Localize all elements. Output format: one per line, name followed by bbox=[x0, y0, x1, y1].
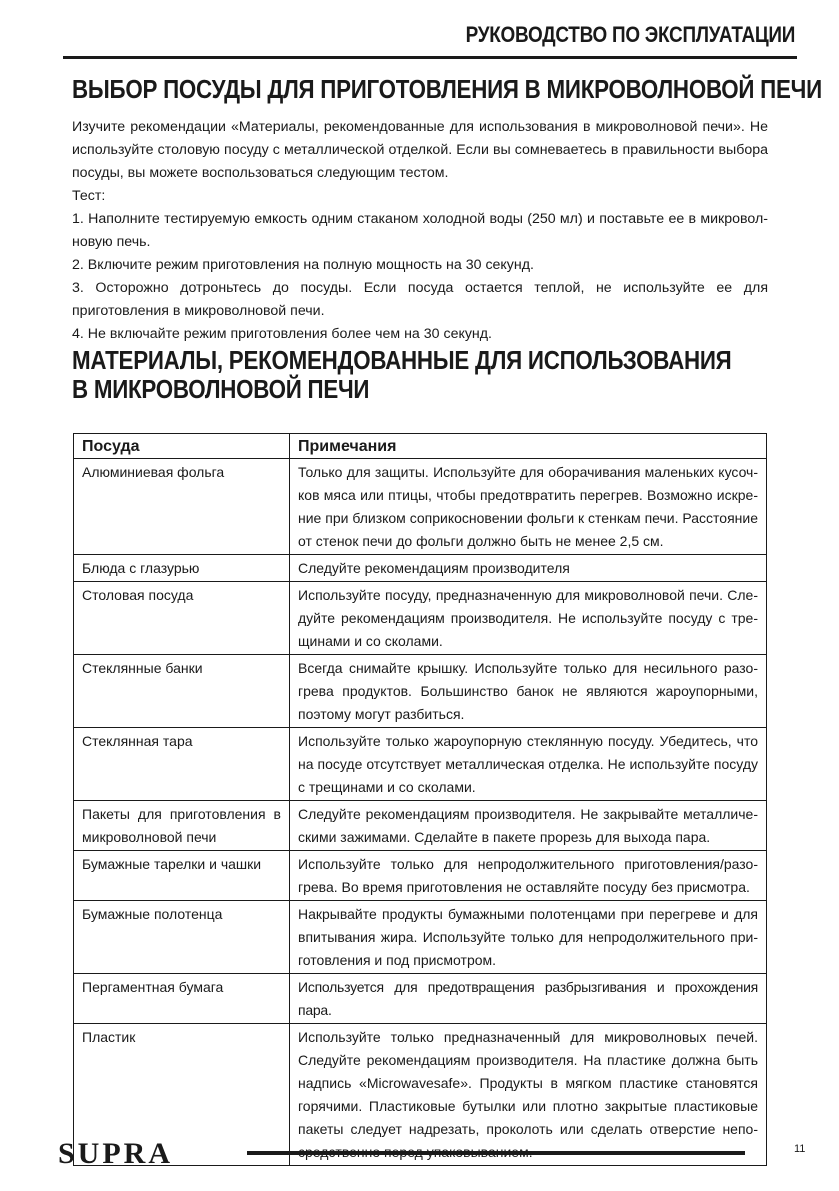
notes-cell: Всегда снимайте крышку. Используйте только для несильного разо-грева продуктов. Большинство банок не являются жароупорными, поэтому могут разбиться. bbox=[290, 655, 767, 728]
notes-cell: Накрывайте продукты бумажными полотенцами при перегреве и для впитывания жира. Используйте только для непродолжительного при-готовления и под присмотром. bbox=[290, 901, 767, 974]
test-step-3: 3. Осторожно дотроньтесь до посуды. Если посуда остается теплой, не используйте ее для приготовления в микроволновой печи. bbox=[72, 280, 768, 319]
table-row bbox=[74, 901, 767, 974]
cookware-cell: Блюда с глазурью bbox=[74, 555, 290, 582]
intro-text-block bbox=[72, 116, 768, 346]
notes-cell: Следуйте рекомендациям производителя bbox=[290, 555, 767, 582]
test-step-2: 2. Включите режим приготовления на полную мощность на 30 секунд. bbox=[72, 257, 534, 273]
notes-cell: Используйте только для непродолжительного приготовления/разо-грева. Во время приготовления не оставляйте посуду без присмотра. bbox=[290, 851, 767, 901]
cookware-cell: Бумажные тарелки и чашки bbox=[74, 851, 290, 901]
table-row bbox=[74, 974, 767, 1024]
section-title-cookware: ВЫБОР ПОСУДЫ ДЛЯ ПРИГОТОВЛЕНИЯ В МИКРОВОЛНОВОЙ ПЕЧИ bbox=[72, 74, 822, 104]
column-header-notes: Примечания bbox=[290, 434, 767, 459]
cookware-cell: Пергаментная бумага bbox=[74, 974, 290, 1024]
cookware-cell: Пакеты для приготовления в микроволновой печи bbox=[74, 801, 290, 851]
test-step-1: 1. Наполните тестируемую емкость одним стаканом холодной воды (250 мл) и поставьте ее в микровол-новую печь. bbox=[72, 211, 768, 250]
cookware-cell: Алюминиевая фольга bbox=[74, 459, 290, 555]
section-title-materials bbox=[72, 346, 731, 404]
cookware-cell: Стеклянная тара bbox=[74, 728, 290, 801]
test-label: Тест: bbox=[72, 188, 106, 204]
section-title-materials-line2: В МИКРОВОЛНОВОЙ ПЕЧИ bbox=[72, 374, 370, 404]
table-row bbox=[74, 851, 767, 901]
cookware-cell: Стеклянные банки bbox=[74, 655, 290, 728]
notes-cell: Используйте только жароупорную стеклянную посуду. Убедитесь, что на посуде отсутствует металлическая отделка. Не используйте посуду с трещинами и со сколами. bbox=[290, 728, 767, 801]
notes-cell: Используется для предотвращения разбрызгивания и прохождения пара. bbox=[290, 974, 767, 1024]
table-row bbox=[74, 582, 767, 655]
footer-rule bbox=[247, 1151, 745, 1155]
cookware-cell: Пластик bbox=[74, 1024, 290, 1166]
table-row bbox=[74, 1024, 767, 1166]
header-title: РУКОВОДСТВО ПО ЭКСПЛУАТАЦИИ bbox=[465, 22, 795, 47]
notes-cell: Только для защиты. Используйте для оборачивания маленьких кусоч-ков мяса или птицы, чтобы предотвратить перегрев. Возможно искре-ние при близком соприкосновении фольги к стенкам печи. Расстояние от стенок печи до фольги должно быть не менее 2,5 см. bbox=[290, 459, 767, 555]
test-step-4: 4. Не включайте режим приготовления более чем на 30 секунд. bbox=[72, 326, 492, 342]
notes-cell: Используйте посуду, предназначенную для микроволновой печи. Сле-дуйте рекомендациям производителя. Не используйте посуду с тре-щинами и со сколами. bbox=[290, 582, 767, 655]
table-row bbox=[74, 801, 767, 851]
page-number: 11 bbox=[794, 1143, 806, 1155]
cookware-cell: Бумажные полотенца bbox=[74, 901, 290, 974]
notes-cell: Используйте только предназначенный для микроволновых печей. Следуйте рекомендациям производителя. На пластике должна быть надпись «Microwavesafe». Продукты в мягком пластике становятся горячими. Пластиковые бутылки или плотно закрытые пластиковые пакеты следует надрезать, проколоть или сделать отверстие непо- bbox=[290, 1024, 767, 1166]
table-row bbox=[74, 655, 767, 728]
cookware-cell: Столовая посуда bbox=[74, 582, 290, 655]
section-title-materials-line1: МАТЕРИАЛЫ, РЕКОМЕНДОВАННЫЕ ДЛЯ ИСПОЛЬЗОВАНИЯ bbox=[72, 345, 732, 375]
table-row bbox=[74, 459, 767, 555]
table-header-row bbox=[74, 434, 767, 459]
table-row bbox=[74, 728, 767, 801]
intro-paragraph: Изучите рекомендации «Материалы, рекомендованные для использования в микроволновой печи». Не используйте столовую посуду с металлической отделкой. Если вы сомневаетесь в правильности выбора посуды, вы можете воспользоваться следующим тестом. bbox=[72, 119, 768, 181]
notes-cell: Следуйте рекомендациям производителя. Не закрывайте металличе-скими зажимами. Сделайте в пакете прорезь для выхода пара. bbox=[290, 801, 767, 851]
column-header-cookware: Посуда bbox=[74, 434, 290, 459]
table-row bbox=[74, 555, 767, 582]
header-rule bbox=[63, 56, 797, 59]
materials-table bbox=[73, 433, 767, 1166]
supra-logo: SUPRA bbox=[58, 1137, 174, 1170]
